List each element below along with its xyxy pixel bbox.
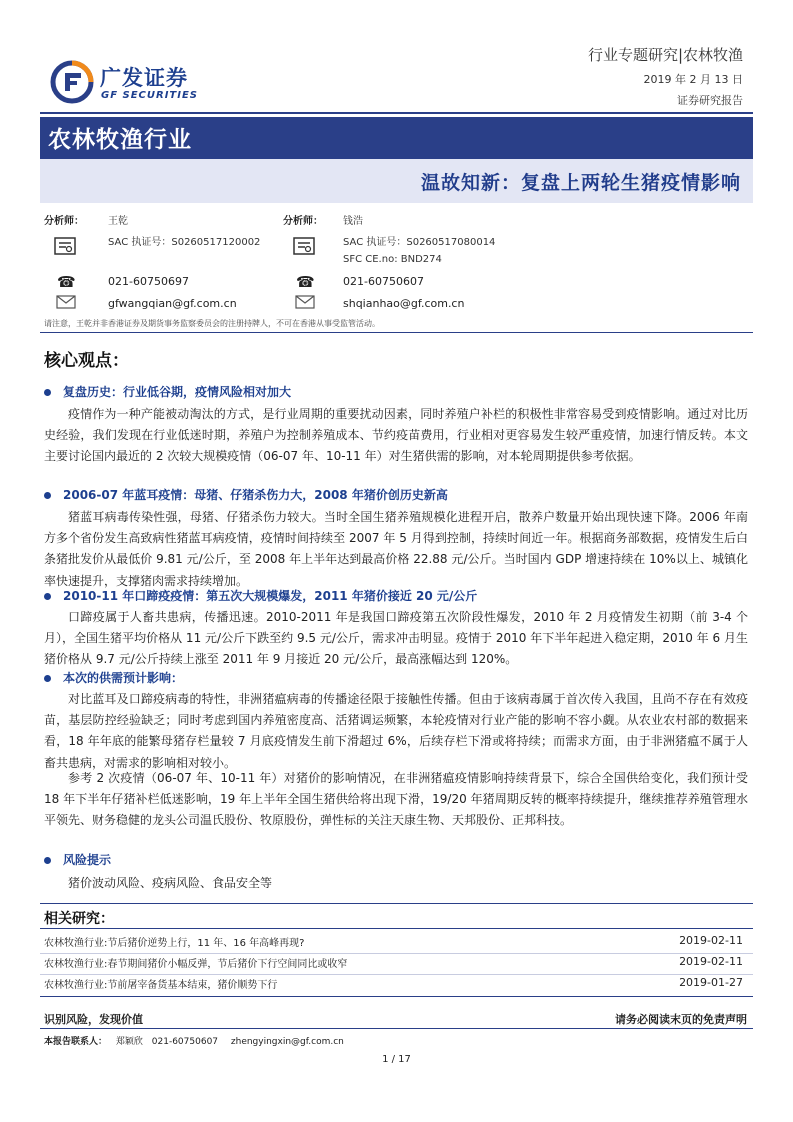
phone-icon: ☎ xyxy=(296,273,315,291)
footer-slogan: 识别风险，发现价值 xyxy=(44,1013,143,1026)
regulatory-notice: 请注意，王乾并非香港证券及期货事务监察委员会的注册持牌人，不可在香港从事受监管活动。 xyxy=(44,319,380,328)
analyst-sac: SAC 执证号：S0260517080014 xyxy=(343,237,496,248)
analyst-name: 王乾 xyxy=(108,216,128,227)
contact-name: 郑颖欣 xyxy=(115,1037,143,1047)
related-title: 农林牧渔行业:春节期间猪价小幅反弹，节后猪价下行空间同比或收窄 xyxy=(44,959,348,970)
analyst-phone: 021-60750607 xyxy=(343,275,424,288)
header-divider xyxy=(40,112,753,114)
section-paragraph: 口蹄疫属于人畜共患病，传播迅速。2010-2011 年是我国口蹄疫第五次阶段性爆发，2010 年 2 月疫情发生初期（前 3-4 个月），全国生猪平均价格从 11 元/公斤下跌至约 9.5 元/公斤，需求冲击明显。疫情于 2010 年下半年起进入稳定期，2010 年 6 月生猪价格从 9.7 元/公斤持续上涨至 2011 年 9 月接近 20 元/公斤，最高涨幅达到 120%。 xyxy=(44,610,748,667)
bullet-icon xyxy=(44,492,51,499)
related-research-item[interactable] xyxy=(44,931,743,953)
analyst-label: 分析师： xyxy=(283,216,323,227)
related-title: 农林牧渔行业:节前屠宰备货基本结束，猪价顺势下行 xyxy=(44,980,278,991)
risk-list: 猪价波动风险、疫病风险、食品安全等 xyxy=(68,876,273,890)
report-date: 2019 年 2 月 13 日 xyxy=(643,73,743,86)
contact-email[interactable]: zhengyingxin@gf.com.cn xyxy=(230,1037,344,1047)
report-contact xyxy=(44,1034,344,1047)
section-heading: 风险提示 xyxy=(44,851,111,868)
report-title: 温故知新：复盘上两轮生猪疫情影响 xyxy=(420,172,741,194)
related-research-title: 相关研究： xyxy=(44,911,114,927)
analyst-label: 分析师： xyxy=(44,216,84,227)
section-paragraph: 参考 2 次疫情（06-07 年、10-11 年）对猪价的影响情况，在非洲猪瘟疫情影响持续背景下，综合全国供给变化，我们预计受 18 年下半年仔猪补栏低迷影响，19 年上半年全国生猪供给将出现下滑，19/20 年猪周期反转的概率持续提升，继续推荐养殖管理水平领先、财务稳健的龙头公司温氏股份、牧原股份，弹性标的关注天康生物、天邦股份、正邦科技。 xyxy=(44,771,748,828)
section-divider xyxy=(40,903,753,904)
section-divider xyxy=(40,332,753,333)
section-divider xyxy=(40,928,753,929)
report-type: 证券研究报告 xyxy=(677,94,743,107)
page-number: 1 / 17 xyxy=(382,1054,411,1065)
certificate-icon xyxy=(293,237,315,255)
gf-logo-icon xyxy=(50,60,94,104)
core-views-title: 核心观点： xyxy=(44,351,129,371)
brand-name-en: GF SECURITIES xyxy=(101,90,199,101)
footer-divider xyxy=(40,1028,753,1029)
phone-icon: ☎ xyxy=(57,273,76,291)
related-date: 2019-02-11 xyxy=(679,934,743,947)
section-divider xyxy=(40,996,753,997)
section-paragraph: 猪蓝耳病毒传染性强，母猪、仔猪杀伤力较大。当时全国生猪养殖规模化进程开启，散养户数量开始出现快速下降。2006 年南方多个省份发生高致病性猪蓝耳病疫情，疫情时间持续至 2007 年 5 月得到控制，持续时间近一年。根据商务部数据，疫情发生后白条猪批发价从最低价 9.81 元/公斤，至 2008 年上半年达到最高价格 22.88 元/公斤。当时国内 GDP 增速持续在 10%以上、城镇化率快速提升，支撑猪肉需求持续增加。 xyxy=(44,510,748,588)
analyst-email[interactable]: gfwangqian@gf.com.cn xyxy=(108,297,237,310)
mail-icon xyxy=(295,295,315,309)
brand-name-cn: 广发证券 xyxy=(100,66,188,90)
bullet-icon xyxy=(44,593,51,600)
bullet-icon xyxy=(44,857,51,864)
related-date: 2019-01-27 xyxy=(679,976,743,989)
section-heading: 2006-07 年蓝耳疫情：母猪、仔猪杀伤力大，2008 年猪价创历史新高 xyxy=(44,486,448,503)
certificate-icon xyxy=(54,237,76,255)
section-heading: 复盘历史：行业低谷期，疫情风险相对加大 xyxy=(44,383,291,400)
section-paragraph: 对比蓝耳及口蹄疫病毒的特性，非洲猪瘟病毒的传播途径限于接触性传播。但由于该病毒属于首次传入我国，且尚不存在有效疫苗，基层防控经验缺乏；同时考虑到国内养殖密度高、活猪调运频繁，本轮疫情对行业产能的影响不容小觑。从农业农村部的数据来看，18 年年底的能繁母猪存栏量较 7 月底疫情发生前下滑超过 6%，后续存栏下滑或将持续；而需求方面，由于非洲猪瘟不属于人畜共患病，对需求的影响相对较小。 xyxy=(44,692,748,770)
section-heading: 2010-11 年口蹄疫疫情：第五次大规模爆发，2011 年猪价接近 20 元/公斤 xyxy=(44,587,477,604)
bullet-icon xyxy=(44,389,51,396)
bullet-icon xyxy=(44,675,51,682)
related-research-item[interactable] xyxy=(44,952,743,974)
related-research-item[interactable] xyxy=(44,973,743,995)
section-paragraph: 疫情作为一种产能被动淘汰的方式，是行业周期的重要扰动因素，同时养殖户补栏的积极性非常容易受到疫情影响。通过对比历史经验，我们发现在行业低迷时期，养殖户为控制养殖成本、节约疫苗费用，行业相对更容易发生较严重疫情，加速行情反转。本文主要讨论国内最近的 2 次较大规模疫情（06-07 年、10-11 年）对生猪供需的影响，对本轮周期提供参考依据。 xyxy=(44,407,748,464)
related-title: 农林牧渔行业:节后猪价逆势上行，11 年、16 年高峰再现? xyxy=(44,938,305,949)
section-heading: 本次的供需预计影响： xyxy=(44,669,183,686)
analyst-sac: SAC 执证号：S0260517120002 xyxy=(108,237,261,248)
analyst-sfc: SFC CE.no: BND274 xyxy=(343,254,442,265)
contact-label: 本报告联系人： xyxy=(44,1037,108,1047)
contact-phone: 021-60750607 xyxy=(151,1037,219,1047)
analyst-phone: 021-60750697 xyxy=(108,275,189,288)
footer-disclaimer-link[interactable]: 请务必阅读末页的免责声明 xyxy=(615,1013,747,1026)
mail-icon xyxy=(56,295,76,309)
report-category: 行业专题研究|农林牧渔 xyxy=(587,46,743,64)
industry-title: 农林牧渔行业 xyxy=(48,127,192,153)
analyst-email[interactable]: shqianhao@gf.com.cn xyxy=(343,297,465,310)
related-date: 2019-02-11 xyxy=(679,955,743,968)
analyst-name: 钱浩 xyxy=(343,216,363,227)
